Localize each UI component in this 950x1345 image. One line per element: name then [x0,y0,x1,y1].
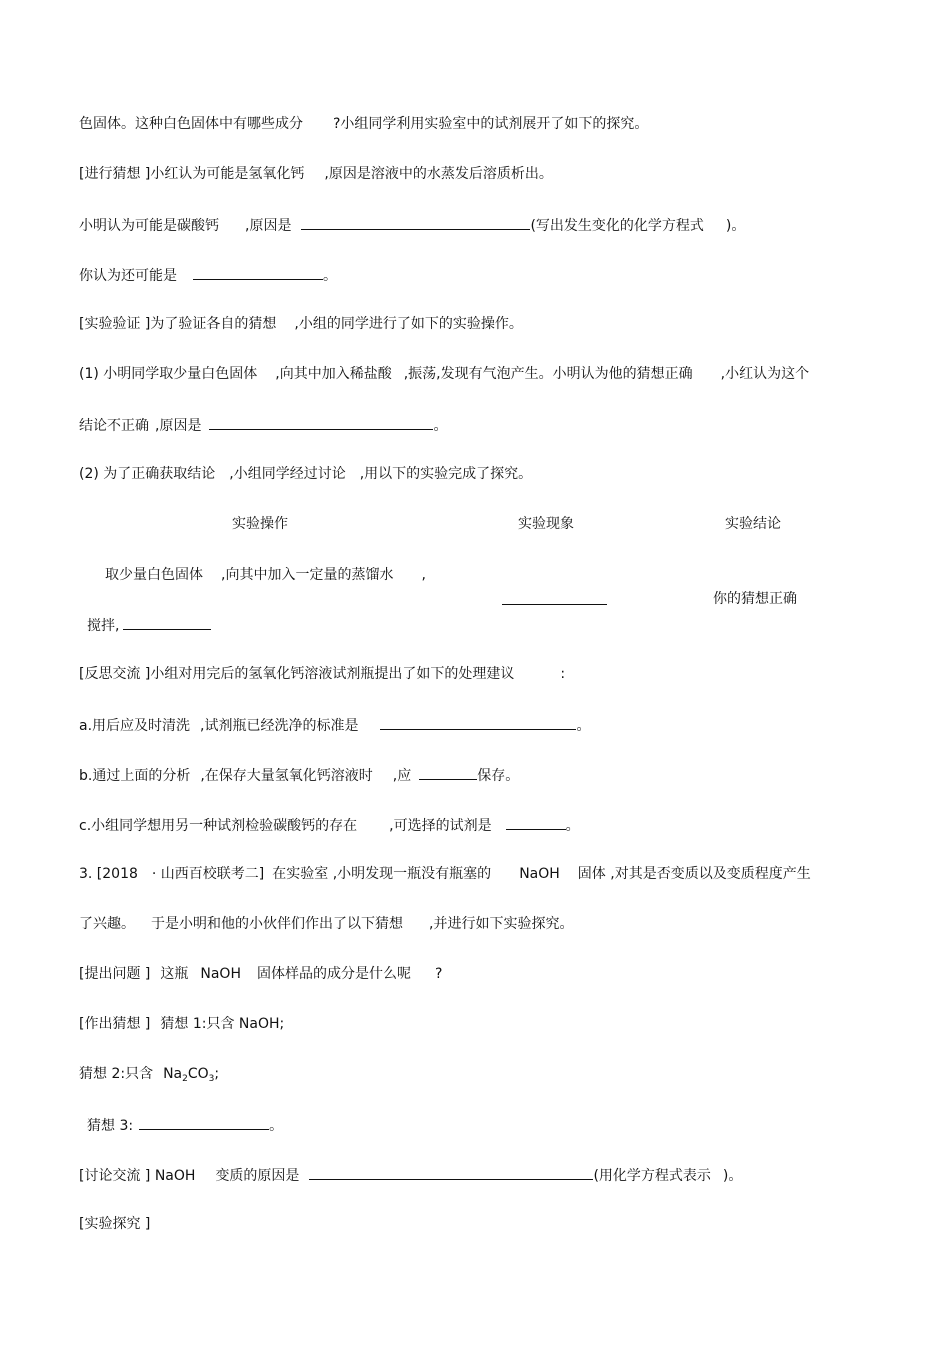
text-segment: 了兴趣。 [79,916,135,932]
text-line [79,1015,284,1033]
text-segment: ,振荡,发现有气泡产生。小明认为他的猜想正确 [403,366,693,382]
text-segment: (1) 小明同学取少量白色固体 [79,366,258,382]
text-segment: 在实验室 ,小明发现一瓶没有瓶塞的 [272,866,492,882]
text-segment: ,原因是溶液中的水蒸发后溶质析出。 [324,166,553,182]
text-segment: ,小组同学经过讨论 [229,466,346,482]
text-segment: ,可选择的试剂是 [389,818,492,834]
text-segment: 。 [565,818,580,834]
text-segment: ,小红认为这个 [720,366,810,382]
text-segment: c.小组同学想用另一种试剂检验碳酸钙的存在 [79,818,358,834]
answer-blank[interactable] [309,1165,593,1180]
text-line [79,165,553,183]
text-segment: [反思交流 ]小组对用完后的氢氧化钙溶液试剂瓶提出了如下的处理建议 [79,666,515,682]
text-segment: (写出发生变化的化学方程式 [530,218,704,234]
text-segment: 固体 ,对其是否变质以及变质程度产生 [577,866,811,882]
table-header: 实验现象 [518,516,574,532]
text-segment: ?小组同学利用实验室中的试剂展开了如下的探究。 [333,116,649,132]
text-line [79,715,590,735]
text-segment: 猜想 1:只含 NaOH; [160,1016,285,1032]
text-segment: ,应 [392,768,412,784]
subscript: 2 [182,1074,188,1084]
text-segment: 于是小明和他的小伙伴们作出了以下猜想 [151,916,403,932]
text-segment: : [560,666,566,682]
text-segment: (2) 为了正确获取结论 [79,466,216,482]
text-line [79,465,532,483]
text-segment: NaOH [519,866,560,882]
text-line [79,1065,219,1088]
text-segment: , [421,567,426,583]
text-segment: ,用以下的实验完成了探究。 [359,466,533,482]
text-segment: 3. [2018 [79,866,138,882]
text-segment: b.通过上面的分析 [79,768,191,784]
text-line [79,965,442,983]
answer-blank[interactable] [193,265,323,280]
answer-blank[interactable] [502,590,607,605]
text-segment: 取少量白色固体 [105,567,203,583]
text-segment: [作出猜想 ] [79,1016,151,1032]
text-segment: 。 [269,1118,284,1134]
text-segment: 固体样品的成分是什么呢 [256,966,411,982]
answer-blank[interactable] [380,715,576,730]
table-cell-operation [105,566,426,584]
text-line [87,1115,283,1135]
text-segment: · 山西百校联考二] [151,866,265,882]
text-segment: 猜想 2:只含 [79,1066,154,1082]
text-segment: [进行猜想 ]小红认为可能是氢氧化钙 [79,166,305,182]
answer-blank[interactable] [123,615,211,630]
text-segment: 。 [323,268,337,284]
text-segment: ,小组的同学进行了如下的实验操作。 [294,316,523,332]
text-segment: [提出问题 ] [79,966,151,982]
text-segment: 你认为还可能是 [79,268,177,284]
subscript: 3 [208,1074,215,1084]
text-segment: [实验探究 ] [79,1216,151,1232]
table-header: 实验结论 [725,516,781,532]
text-line [79,365,809,383]
text-line [79,765,519,785]
table-cell-conclusion: 你的猜想正确 [713,591,797,607]
text-segment: 这瓶 [160,966,189,982]
text-line [79,415,447,435]
text-segment: 搅拌, [87,618,120,634]
text-segment: ,向其中加入一定量的蒸馏水 [221,567,394,583]
table-cell-operation [87,615,211,635]
text-segment: 猜想 3: [87,1118,134,1134]
text-line [79,1165,742,1185]
text-segment: [实验验证 ]为了验证各自的猜想 [79,316,277,332]
text-segment: 。 [433,418,448,434]
text-segment: 小明认为可能是碳酸钙 [79,218,219,234]
text-segment: a.用后应及时清洗 [79,718,191,734]
text-line [79,315,523,333]
text-line [79,265,337,285]
table-cell-phenomenon [502,590,607,610]
text-segment: ? [434,966,443,982]
table-header: 实验操作 [232,516,288,532]
text-segment: )。 [725,218,746,234]
text-segment: ,向其中加入稀盐酸 [275,366,392,382]
text-segment: (用化学方程式表示 [593,1168,711,1184]
text-segment: 变质的原因是 [215,1168,300,1184]
text-segment: ,试剂瓶已经洗净的标准是 [200,718,359,734]
text-line [79,1215,150,1233]
text-segment: ,并进行如下实验探究。 [429,916,574,932]
text-line [79,815,580,835]
text-segment: 。 [576,718,591,734]
text-segment: ,原因是 [155,418,202,434]
text-line [79,215,745,235]
text-segment: ,在保存大量氢氧化钙溶液时 [200,768,373,784]
answer-blank[interactable] [301,215,530,230]
text-segment: )。 [722,1168,743,1184]
text-segment: NaOH [200,966,241,982]
answer-blank[interactable] [419,765,477,780]
text-segment: 色固体。这种白色固体中有哪些成分 [79,116,303,132]
text-segment: 保存。 [477,768,520,784]
text-segment: [讨论交流 ] NaOH [79,1168,196,1184]
text-segment: 结论不正确 [79,418,149,434]
formula-co: CO [187,1066,209,1082]
answer-blank[interactable] [506,815,566,830]
text-segment: ,原因是 [245,218,292,234]
answer-blank[interactable] [139,1115,269,1130]
text-line [79,915,573,933]
text-line [79,865,811,883]
text-line [79,665,565,683]
text-segment: ; [214,1066,220,1082]
text-line [79,115,648,133]
formula-na: Na [163,1066,183,1082]
answer-blank[interactable] [209,415,433,430]
